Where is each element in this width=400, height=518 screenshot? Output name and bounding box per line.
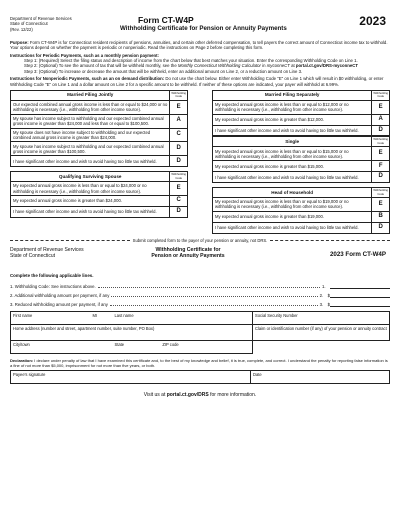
claim-number-field[interactable]: Claim or identification number (if any) of your pension or annuity contract [253, 325, 390, 341]
table-row [11, 182, 188, 196]
line-1-number: 1. [322, 284, 326, 290]
dept-name: Department of Revenue Services [10, 16, 72, 21]
city-field[interactable]: City/town [11, 341, 113, 354]
last-name-field[interactable]: Last name [113, 312, 253, 325]
row-description: I have significant other income and wish to avoid having too little tax withheld. [11, 206, 170, 217]
withholding-code: D [170, 206, 188, 217]
footer-pre: Visit us at [143, 392, 167, 399]
leader-dots [98, 287, 320, 288]
first-name-field[interactable]: First name [11, 312, 91, 325]
row-description: I have significant other income and wish to avoid having too little tax withheld. [213, 172, 372, 183]
footer-post: for more information. [208, 392, 257, 399]
mi-field[interactable]: MI [91, 312, 113, 325]
row-description: My expected annual gross income is less than or equal to $12,000 or no withholding is necessary (i.e., withholding from other income source). [213, 100, 372, 114]
form-header [10, 10, 390, 40]
table-row [11, 128, 188, 142]
table-row [11, 114, 188, 128]
payee-info-table [10, 311, 390, 354]
table-row [213, 100, 390, 114]
cert-title-line-1: Withholding Certificate for [155, 246, 221, 253]
myconnect-link[interactable]: portal.ct.gov/DRS-myconneCT [295, 63, 358, 69]
row-description: I have significant other income and wish to avoid having too little tax withheld. [213, 222, 372, 233]
table-head-of-household [212, 187, 390, 234]
table-row [213, 211, 390, 222]
declaration-text: I declare under penalty of law that I have examined this certificate and, to the best of my knowledge and belief, it is true, complete, and correct. I understand the penalty for reporting false information is a fine of not more than $5,000, imprisonment for not more than five years, or both. [10, 358, 388, 369]
ssn-field[interactable]: Social Security Number [253, 312, 390, 325]
submit-note: Submit completed form to the payer of your pension or annuity, not DRS. [132, 237, 268, 243]
table-row [11, 142, 188, 156]
footer-visit [10, 392, 390, 398]
declaration [10, 358, 390, 368]
table-row [11, 206, 188, 217]
state-zip-cell [113, 341, 253, 354]
purpose-text: Form CT-W4P is for Connecticut resident recipients of pensions, annuities, and certain other deferred compensation, to tell payers the correct amount of Connecticut income tax to withhold. Your options depend on whether the payment is periodic or nonperiodic. Read the instructions on Page 2 before completing this form. [10, 40, 388, 51]
revision-date: (Rev. 12/22) [10, 26, 33, 32]
certificate-department [10, 247, 84, 260]
table-row [11, 156, 188, 167]
table-row [213, 125, 390, 136]
withholding-tables [10, 90, 390, 234]
row-description: My spouse has income subject to withholding and our expected combined annual gross income is greater than $24,000 and less than or equal to $100,500. [11, 114, 170, 128]
periodic-instructions [10, 53, 390, 74]
form-subtitle: Withholding Certificate for Pension or Annuity Payments [120, 25, 287, 32]
table-row [213, 161, 390, 172]
table-row [213, 147, 390, 161]
table-row [213, 222, 390, 233]
row-description: I have significant other income and wish to avoid having too little tax withheld. [11, 156, 170, 167]
row-description: I have significant other income and wish to avoid having too little tax withheld. [213, 125, 372, 136]
right-column [212, 90, 390, 234]
withholding-code: C [170, 196, 188, 207]
line-3 [10, 298, 390, 307]
table-title: Married Filing Separately [213, 90, 372, 100]
cert-state-name: State of Connecticut [10, 253, 56, 260]
signature-table [10, 370, 390, 384]
code-header: Withholding Code [373, 188, 388, 196]
purpose-paragraph [10, 40, 390, 51]
table-row [213, 198, 390, 212]
nonperiodic-instructions [10, 76, 390, 87]
state-name: State of Connecticut [10, 21, 48, 27]
address-field[interactable]: Home address (number and street, apartment number, suite number, PO Box) [11, 325, 253, 341]
table-married-filing-separately [212, 90, 390, 137]
withholding-code: D [170, 156, 188, 167]
cert-dept-name: Department of Revenue Services [10, 246, 84, 253]
form-year: 2023 [359, 14, 386, 28]
line-2-input[interactable] [327, 292, 390, 299]
payee-signature-field[interactable]: Payee's signature [11, 371, 251, 384]
row-description: My expected annual gross income is greater than $24,000. [11, 196, 170, 207]
withholding-code: A [170, 114, 188, 128]
line-2-label: 2. Additional withholding amount per payment, if any [10, 293, 110, 299]
nonperiodic-text: Do not use the chart below. Either enter Withholding Code "E" on Line 1 which will result in $0 withholding, or enter Withholding Code "E" on Line 1 and a dollar amount on Line 2 for a specific amount to be withheld. If neither of these options are indicated, your payer will withhold at 6.99%. [10, 76, 384, 87]
department-block [10, 16, 72, 32]
withholding-code: D [372, 125, 390, 136]
withholding-code: E [372, 198, 390, 212]
withholding-code: B [372, 211, 390, 222]
step-3: Step 3: (Optional) To increase or decrease the amount that will be withheld, enter an additional amount on Line 2, or a reduction amount on Line 3. [24, 68, 303, 74]
withholding-code: E [170, 100, 188, 114]
table-row [11, 196, 188, 207]
complete-label: Complete the following applicable lines. [10, 272, 94, 278]
line-3-label: 3. Reduced withholding amount per payment, if any [10, 302, 108, 308]
cut-line-right [270, 240, 390, 241]
left-column [10, 90, 188, 234]
nonperiodic-heading: Instructions for Nonperiodic Payments, such as an on demand distribution: [10, 76, 165, 82]
withholding-code: D [170, 142, 188, 156]
row-description: My expected annual gross income is less than or equal to $15,000 or no withholding is necessary (i.e., withholding from other income source). [213, 147, 372, 161]
line-2-number: 2. [319, 293, 324, 299]
drs-link[interactable]: portal.ct.gov/DRS [166, 392, 209, 399]
withholding-code: D [372, 172, 390, 183]
step-2 [10, 63, 390, 68]
table-row [213, 114, 390, 125]
line-1-input[interactable] [330, 283, 390, 289]
line-1-label: 1. Withholding Code: See instructions above. [10, 284, 96, 290]
dollar-sign: $ [327, 293, 330, 299]
code-header: Withholding Code [171, 90, 186, 99]
withholding-code: F [372, 161, 390, 172]
myconnect-name: myconneCT [266, 63, 290, 69]
row-description: My spouse does not have income subject to withholding and our expected combined annual gross income is greater than $24,000. [11, 128, 170, 142]
table-title: Married Filing Jointly [11, 90, 170, 100]
code-header: Withholding Code [373, 137, 388, 145]
table-single [212, 136, 390, 183]
cert-title-line-2: Pension or Annuity Payments [151, 253, 225, 260]
code-header: Withholding Code [171, 172, 186, 180]
withholding-code: E [372, 100, 390, 114]
date-field[interactable]: Date [251, 371, 390, 384]
table-row [213, 172, 390, 183]
row-description: My expected annual gross income is greater than $19,000. [213, 211, 372, 222]
row-description: My expected annual gross income is greater than $12,000. [213, 114, 372, 125]
withholding-code: E [372, 147, 390, 161]
withholding-code: E [170, 182, 188, 196]
step-1: Step 1: (Required) Select the filing status and description of income from the chart below that best matches your situation. Enter the corresponding Withholding Code on Line 1. [24, 58, 358, 64]
code-header: Withholding Code [373, 90, 388, 99]
table-title: Qualifying Surviving Spouse [11, 172, 170, 182]
row-description: My spouse has income subject to withholding and our expected combined annual gross income is greater than $100,500. [11, 142, 170, 156]
purpose-label: Purpose: [10, 40, 29, 45]
dollar-sign: $ [327, 302, 330, 308]
line-2 [10, 289, 390, 298]
row-description: Our expected combined annual gross income is less than or equal to $24,000 or no withholding is necessary (i.e., withholding from other income source). [11, 100, 170, 114]
form-page [10, 10, 390, 510]
leader-dots [111, 296, 317, 297]
withholding-code: D [372, 222, 390, 233]
zip-field[interactable]: ZIP code [162, 342, 179, 348]
leader-dots [110, 305, 318, 306]
withholding-code: A [372, 114, 390, 125]
cut-line-left [10, 240, 130, 241]
submit-note-row [10, 238, 390, 243]
table-title: Single [213, 137, 372, 147]
state-field[interactable]: State [114, 342, 125, 348]
certificate-title [128, 247, 248, 260]
declaration-label: Declaration: [10, 358, 34, 364]
row-description: My expected annual gross income is greater than $15,000. [213, 161, 372, 172]
step-2-in: in [260, 63, 267, 69]
row-description: My expected annual gross income is less than or equal to $24,000 or no withholding is necessary (i.e., withholding from other income source). [11, 182, 170, 196]
line-3-input[interactable] [327, 301, 390, 308]
line-3-number: 3. [319, 302, 324, 308]
row-description: My expected annual gross income is less than or equal to $19,000 or no withholding is necessary (i.e., withholding from other income source). [213, 198, 372, 212]
table-qualifying-surviving-spouse [10, 171, 188, 218]
step-2-text: Step 2: (Optional) To see the amount of tax that will be withheld monthly, see the [24, 63, 178, 69]
withholding-code: C [170, 128, 188, 142]
table-row [11, 100, 188, 114]
calculator-name: Monthly Connecticut Withholding Calculator [177, 63, 261, 69]
table-title: Head of Household [213, 188, 372, 198]
certificate-header [10, 247, 390, 273]
certificate-lines [10, 280, 390, 307]
table-married-filing-jointly [10, 90, 188, 167]
step-2-at: at [289, 63, 296, 69]
form-title: Form CT-W4P [138, 15, 194, 25]
line-1 [10, 280, 390, 289]
certificate-form-id: 2023 Form CT-W4P [329, 250, 386, 258]
periodic-heading: Instructions for Periodic Payments, such as a monthly pension payment: [10, 52, 159, 58]
